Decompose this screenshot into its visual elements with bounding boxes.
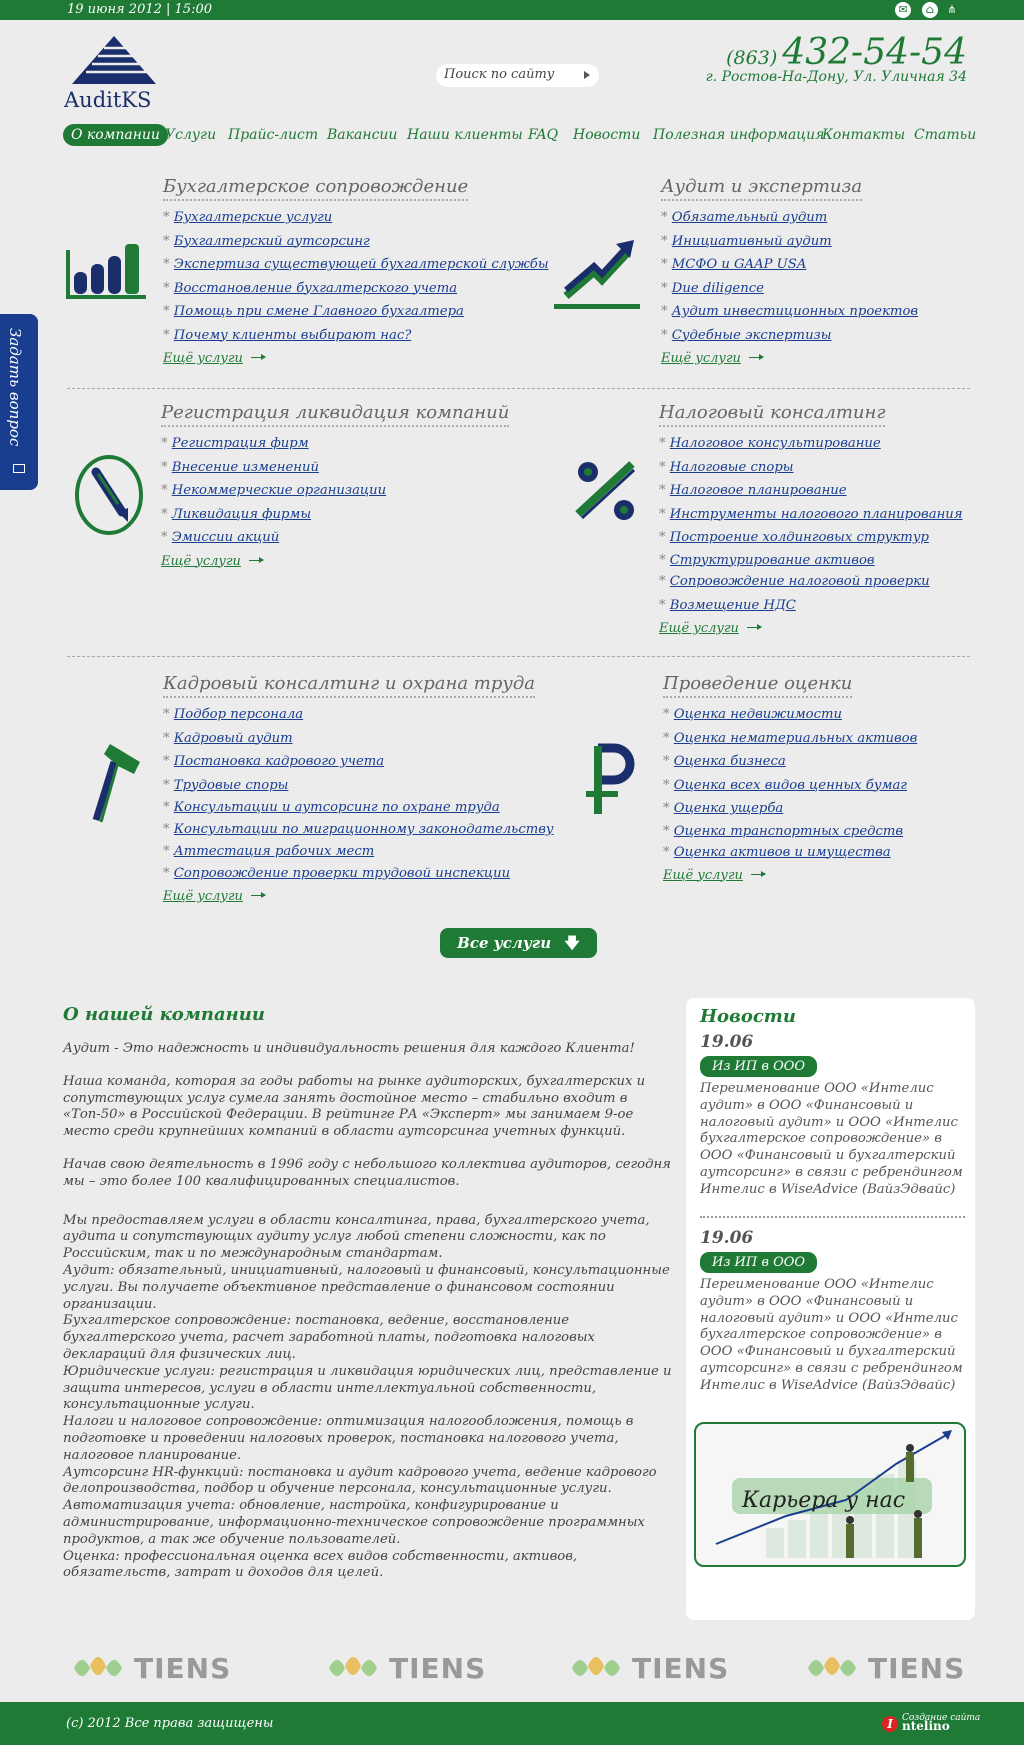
home-icon[interactable]: ⌂ xyxy=(922,2,938,18)
divider xyxy=(67,388,970,389)
partner-logo[interactable] xyxy=(72,1648,232,1686)
service-link[interactable]: Оценка активов и имущества xyxy=(673,844,891,860)
news-panel xyxy=(686,998,975,1620)
nav-item[interactable]: Услуги xyxy=(165,127,217,143)
service-block: Проведение оценки * Оценка недвижимости * Оценка нематериальных активов * Оценка бизнеса * Оценка всех видов ценных бумаг * Оценка ущерба * Оценка транспортных средств * Оценка активов и имущества Ещё услуги xyxy=(663,673,918,883)
service-link[interactable]: Ликвидация фирмы xyxy=(171,506,312,522)
about-paragraph: Аудит - Это надежность и индивидуальность решения для каждого Клиента! xyxy=(63,1041,635,1056)
service-link[interactable]: Восстановление бухгалтерского учета xyxy=(173,280,458,296)
news-tag[interactable]: Из ИП в ООО xyxy=(700,1252,817,1273)
divider xyxy=(67,656,970,657)
percent-icon xyxy=(574,458,638,524)
partner-name: TIENS xyxy=(134,1652,232,1685)
phone-code: (863) xyxy=(726,47,778,69)
service-link[interactable]: Экспертиза существующей бухгалтерской службы xyxy=(173,257,549,272)
block-title: Аудит и экспертиза xyxy=(661,176,862,201)
news-text: Переименование ООО «Интелис аудит» в ООО «Финансовый и налоговый аудит» и ООО «Интелис бухгалтерское сопровождение» в ООО «Финансовый и бухгалтерский аутсорсинг» в связи с ребрендингом Интелис в WiseAdvice (ВайзЭдвайс) xyxy=(700,1277,963,1393)
nav-item[interactable]: Полезная информация xyxy=(653,127,825,143)
mail-icon[interactable]: ✉ xyxy=(895,2,911,18)
service-link[interactable]: Оценка недвижимости xyxy=(673,707,842,722)
service-link[interactable]: Бухгалтерский аутсорсинг xyxy=(173,233,370,249)
nav-item[interactable]: Новости xyxy=(573,127,641,143)
service-link[interactable]: Трудовые споры xyxy=(173,777,289,793)
all-services-button[interactable] xyxy=(440,928,597,958)
arrow-right-icon xyxy=(251,895,265,896)
service-block: Аудит и экспертиза * Обязательный аудит * Инициативный аудит * МСФО и GAAP USA * Due diligence * Аудит инвестиционных проектов * Судебные экспертизы Ещё услуги xyxy=(661,176,919,366)
service-link[interactable]: Сопровождение налоговой проверки xyxy=(669,573,930,589)
service-link[interactable]: Налоговые споры xyxy=(669,459,794,475)
developer-name: ntelino xyxy=(902,1719,950,1733)
service-link[interactable]: Налоговое планирование xyxy=(669,483,847,498)
service-link[interactable]: Бухгалтерские услуги xyxy=(173,210,333,225)
service-link[interactable]: Подбор персонала xyxy=(173,707,304,722)
contact-block xyxy=(706,32,967,85)
service-link[interactable]: Аудит инвестиционных проектов xyxy=(671,304,919,319)
tiens-leaf-icon xyxy=(327,1648,379,1686)
developer-credit[interactable] xyxy=(902,1714,980,1732)
nav-item[interactable]: Прайс-лист xyxy=(228,127,319,143)
service-link[interactable]: Возмещение НДС xyxy=(669,597,796,613)
copyright: (c) 2012 Все права защищены xyxy=(66,1716,274,1731)
tiens-leaf-icon xyxy=(806,1648,858,1686)
about-paragraph: Наша команда, которая за годы работы на рынке аудиторских, бухгалтерских и сопутствующих услуг сумела занять достойное место – стабильно входит в «Топ-50» в Российской Федерации. В рейтинге РА «Эксперт» мы занимаем 9-ое место среди крупнейших компаний в области аутсорсинга учетных функций. xyxy=(63,1073,646,1140)
service-link[interactable]: Постановка кадрового учета xyxy=(173,754,385,769)
more-services-link[interactable]: Ещё услуги xyxy=(663,867,743,883)
news-date: 19.06 xyxy=(700,1228,754,1248)
date-time: 19 июня 2012 | 15:00 xyxy=(67,2,212,17)
partner-name: TIENS xyxy=(389,1652,487,1685)
news-date: 19.06 xyxy=(700,1032,754,1052)
service-block: Кадровый консалтинг и охрана труда * Подбор персонала * Кадровый аудит * Постановка кадрового учета * Трудовые споры * Консультации и аутсорсинг по охране труда * Консультации по миграционному законодательству * Аттестация рабочих мест * Сопровождение проверки трудовой инспекции Ещё услуги xyxy=(163,673,554,904)
news-item xyxy=(700,1032,970,1199)
address: г. Ростов-На-Дону, Ул. Уличная 34 xyxy=(705,69,967,85)
arrow-right-icon xyxy=(251,357,265,358)
news-tag[interactable]: Из ИП в ООО xyxy=(700,1056,817,1077)
service-link[interactable]: Регистрация фирм xyxy=(171,436,309,451)
service-block: Бухгалтерское сопровождение * Бухгалтерские услуги * Бухгалтерский аутсорсинг * Экспертиза существующей бухгалтерской службы * Восстановление бухгалтерского учета * Помощь при смене Главного бухгалтера * Почему клиенты выбирают нас? Ещё услуги xyxy=(163,176,549,366)
service-link[interactable]: Почему клиенты выбирают нас? xyxy=(173,327,412,343)
news-item xyxy=(700,1228,970,1395)
ruble-icon xyxy=(584,742,636,816)
logo-text[interactable]: AuditKS xyxy=(64,88,152,112)
nav-item[interactable]: Наши клиенты xyxy=(407,127,523,143)
service-link[interactable]: Due diligence xyxy=(671,280,764,296)
block-title: Регистрация ликвидация компаний xyxy=(161,402,509,427)
service-link[interactable]: Судебные экспертизы xyxy=(671,327,832,343)
block-title: Налоговый консалтинг xyxy=(659,402,885,427)
ask-question-tab[interactable] xyxy=(0,314,38,490)
service-link[interactable]: Оценка нематериальных активов xyxy=(673,730,918,746)
nav-item[interactable]: Вакансии xyxy=(327,127,398,143)
arrow-right-icon xyxy=(751,874,765,875)
partner-logo[interactable] xyxy=(570,1648,730,1686)
service-link[interactable]: Аттестация рабочих мест xyxy=(173,844,375,859)
service-link[interactable]: Структурирование активов xyxy=(669,552,875,568)
service-link[interactable]: Консультации и аутсорсинг по охране труда xyxy=(173,800,500,815)
partner-name: TIENS xyxy=(632,1652,730,1685)
service-link[interactable]: Кадровый аудит xyxy=(173,730,293,746)
all-services-label: Все услуги xyxy=(457,934,552,952)
search-input[interactable] xyxy=(436,64,599,87)
intelino-logo-icon[interactable]: I xyxy=(882,1716,898,1732)
service-link[interactable]: МСФО и GAAP USA xyxy=(671,257,807,272)
service-link[interactable]: Инструменты налогового планирования xyxy=(669,506,963,522)
career-label: Карьера у нас xyxy=(742,1488,906,1513)
block-title: Бухгалтерское сопровождение xyxy=(163,176,468,201)
ask-question-label: Задать вопрос xyxy=(6,328,24,447)
about-title: О нашей компании xyxy=(63,1004,265,1025)
service-link[interactable]: Налоговое консультирование xyxy=(669,436,881,451)
service-link[interactable]: Эмиссии акций xyxy=(171,530,280,545)
news-text: Переименование ООО «Интелис аудит» в ООО «Финансовый и налоговый аудит» и ООО «Интелис бухгалтерское сопровождение» в ООО «Финансовый и бухгалтерский аутсорсинг» в связи с ребрендингом Интелис в WiseAdvice (ВайзЭдвайс) xyxy=(700,1081,963,1197)
service-link[interactable]: Построение холдинговых структур xyxy=(669,530,929,545)
service-link[interactable]: Помощь при смене Главного бухгалтера xyxy=(173,304,464,319)
pen-icon xyxy=(72,454,146,536)
tiens-leaf-icon xyxy=(570,1648,622,1686)
nav-item[interactable]: О компании xyxy=(63,124,168,146)
more-services-link[interactable]: Ещё услуги xyxy=(161,553,241,569)
partner-name: TIENS xyxy=(868,1652,966,1685)
more-services-link[interactable]: Ещё услуги xyxy=(661,351,741,366)
hammer-icon xyxy=(88,740,144,824)
partner-logo[interactable] xyxy=(806,1648,966,1686)
service-link[interactable]: Оценка ущерба xyxy=(673,801,784,816)
service-link[interactable]: Некоммерческие организации xyxy=(171,483,387,498)
about-paragraph: Мы предоставляем услуги в области консалтинга, права, бухгалтерского учета, аудита и сопутствующих аудиту услуг любой степени сложности, как по Российским, так и по международным стандартам. Аудит: обязательный, инициативный, налоговый и финансовый, консультационные услуги. Вы получаете объективное представление о финансовом состоянии организации. Бухгалтерское сопровождение: постановка, ведение, восстановление бухгалтерского учета, расчет заработной платы, подготовка налоговых деклараций для физических лиц. Юридические услуги: регистрация и ликвидация юридических лиц, представление и защита интересов, услуги в области интеллектуальной собственности, консультационные услуги. Налоги и налоговое сопровождение: оптимизация налогообложения, помощь в подготовке и проведении налоговых проверок, постановка налогового учета, налоговое планирование. Аутсорсинг HR-функций: постановка и аудит кадрового учета, ведение кадрового делопроизводства, подбор и обучение персонала, консультационные услуги. Автоматизация учета: обновление, настройка, конфигурирование и администрирование, информационно-техническое сопровождение программных продуктов, а так же обучение пользователей. Оценка: профессиональная оценка всех видов собственности, активов, обязательств, затрат и доходов для целей. xyxy=(63,1212,672,1581)
block-title: Проведение оценки xyxy=(663,673,852,698)
service-link[interactable]: Консультации по миграционному законодательству xyxy=(173,822,554,837)
growth-arrow-icon xyxy=(552,240,642,310)
divider xyxy=(700,1216,965,1218)
career-banner[interactable] xyxy=(694,1422,966,1567)
arrow-right-icon xyxy=(249,560,263,561)
service-link[interactable]: Оценка бизнеса xyxy=(673,754,786,769)
service-link[interactable]: Обязательный аудит xyxy=(671,210,828,225)
service-link[interactable]: Сопровождение проверки трудовой инспекции xyxy=(173,866,511,881)
arrow-right-icon xyxy=(749,357,763,358)
nav-item[interactable]: FAQ xyxy=(528,127,559,143)
about-paragraph: Начав свою деятельность в 1996 году с небольшого коллектива аудиторов, сегодня мы – это более 100 квалифицированных специалистов. xyxy=(63,1156,671,1189)
envelope-icon xyxy=(13,464,25,473)
tiens-leaf-icon xyxy=(72,1648,124,1686)
more-services-link[interactable]: Ещё услуги xyxy=(659,621,739,636)
news-title[interactable]: Новости xyxy=(700,1006,796,1027)
arrow-down-icon: 🡇 xyxy=(564,934,580,952)
top-bar xyxy=(0,0,1024,20)
about-section xyxy=(63,1004,678,1582)
service-link[interactable]: Инициативный аудит xyxy=(671,233,832,249)
sitemap-icon[interactable]: ⋔ xyxy=(947,3,957,16)
developer-label: Создание сайта xyxy=(902,1713,981,1723)
phone-number: 432-54-54 xyxy=(782,32,967,73)
service-link[interactable]: Оценка всех видов ценных бумаг xyxy=(673,777,907,793)
partner-logo[interactable] xyxy=(327,1648,487,1686)
more-services-link[interactable]: Ещё услуги xyxy=(163,351,243,366)
service-block: Регистрация ликвидация компаний * Регистрация фирм * Внесение изменений * Некоммерческие организации * Ликвидация фирмы * Эмиссии акций Ещё услуги xyxy=(161,402,510,569)
more-services-link[interactable]: Ещё услуги xyxy=(163,889,243,904)
footer xyxy=(0,1702,1024,1745)
search-placeholder: Поиск по сайту xyxy=(444,67,555,82)
nav-item[interactable]: Статьи xyxy=(914,127,977,143)
search-arrow-icon[interactable] xyxy=(584,71,590,79)
service-link[interactable]: Оценка транспортных средств xyxy=(673,823,904,839)
nav-item[interactable]: Контакты xyxy=(822,127,906,143)
arrow-right-icon xyxy=(747,627,761,628)
block-title: Кадровый консалтинг и охрана труда xyxy=(163,673,535,698)
bar-chart-icon xyxy=(64,240,148,300)
service-block: Налоговый консалтинг * Налоговое консультирование * Налоговые споры * Налоговое планирование * Инструменты налогового планирования * Построение холдинговых структур * Структурирование активов * Сопровождение налоговой проверки * Возмещение НДС Ещё услуги xyxy=(659,402,963,636)
service-link[interactable]: Внесение изменений xyxy=(171,459,319,475)
